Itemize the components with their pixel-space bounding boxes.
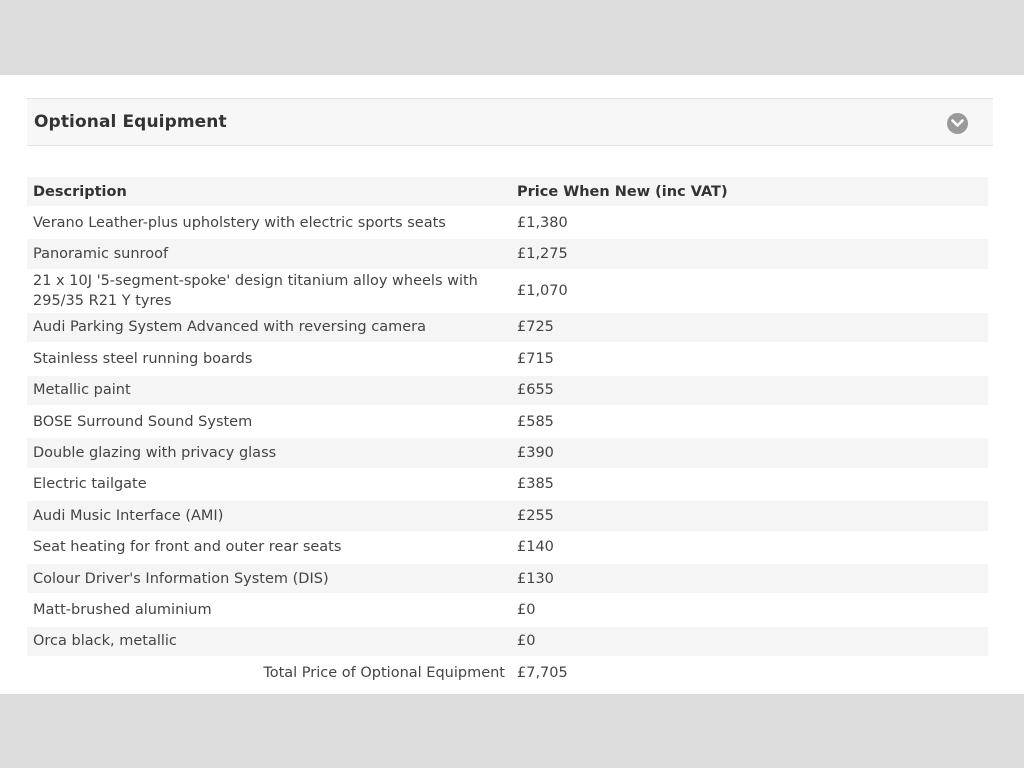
- row-price: £1,070: [511, 271, 988, 313]
- row-price: £255: [511, 501, 988, 532]
- header-price: Price When New (inc VAT): [511, 177, 988, 208]
- row-price: £1,380: [511, 208, 988, 239]
- equipment-table: [27, 177, 988, 689]
- row-description: BOSE Surround Sound System: [27, 407, 511, 438]
- total-label: Total Price of Optional Equipment: [27, 658, 511, 689]
- row-price: £130: [511, 564, 988, 595]
- header-description: Description: [27, 177, 511, 208]
- row-description: Stainless steel running boards: [27, 344, 511, 375]
- row-price: £385: [511, 470, 988, 501]
- row-price: £0: [511, 595, 988, 626]
- row-price: £725: [511, 313, 988, 344]
- table-row: [27, 501, 988, 532]
- row-price: £0: [511, 627, 988, 658]
- row-price: £140: [511, 533, 988, 564]
- table-row: [27, 407, 988, 438]
- row-price: £715: [511, 344, 988, 375]
- row-description: Matt-brushed aluminium: [27, 595, 511, 626]
- row-description: Audi Parking System Advanced with reversing camera: [27, 313, 511, 344]
- row-price: £655: [511, 376, 988, 407]
- row-description: Seat heating for front and outer rear seats: [27, 533, 511, 564]
- table-row: [27, 208, 988, 239]
- total-value: £7,705: [511, 658, 988, 689]
- table-header-row: [27, 177, 988, 208]
- row-price: £390: [511, 438, 988, 469]
- row-description: 21 x 10J '5-segment-spoke' design titanium alloy wheels with 295/35 R21 Y tyres: [27, 271, 511, 313]
- section-title: Optional Equipment: [34, 112, 227, 132]
- row-price: £585: [511, 407, 988, 438]
- row-description: Double glazing with privacy glass: [27, 438, 511, 469]
- optional-equipment-header[interactable]: [27, 98, 993, 146]
- row-description: Audi Music Interface (AMI): [27, 501, 511, 532]
- table-row: [27, 595, 988, 626]
- total-row: [27, 658, 988, 689]
- row-description: Colour Driver's Information System (DIS): [27, 564, 511, 595]
- row-description: Verano Leather-plus upholstery with electric sports seats: [27, 208, 511, 239]
- table-row: [27, 271, 988, 313]
- row-description: Panoramic sunroof: [27, 239, 511, 270]
- optional-equipment-panel: [0, 75, 1024, 694]
- table-row: [27, 313, 988, 344]
- table-row: [27, 564, 988, 595]
- table-row: [27, 627, 988, 658]
- row-description: Metallic paint: [27, 376, 511, 407]
- row-description: Orca black, metallic: [27, 627, 511, 658]
- table-row: [27, 376, 988, 407]
- chevron-down-icon[interactable]: [947, 113, 968, 134]
- table-row: [27, 470, 988, 501]
- table-row: [27, 533, 988, 564]
- table-row: [27, 438, 988, 469]
- table-row: [27, 239, 988, 270]
- row-description: Electric tailgate: [27, 470, 511, 501]
- table-row: [27, 344, 988, 375]
- row-price: £1,275: [511, 239, 988, 270]
